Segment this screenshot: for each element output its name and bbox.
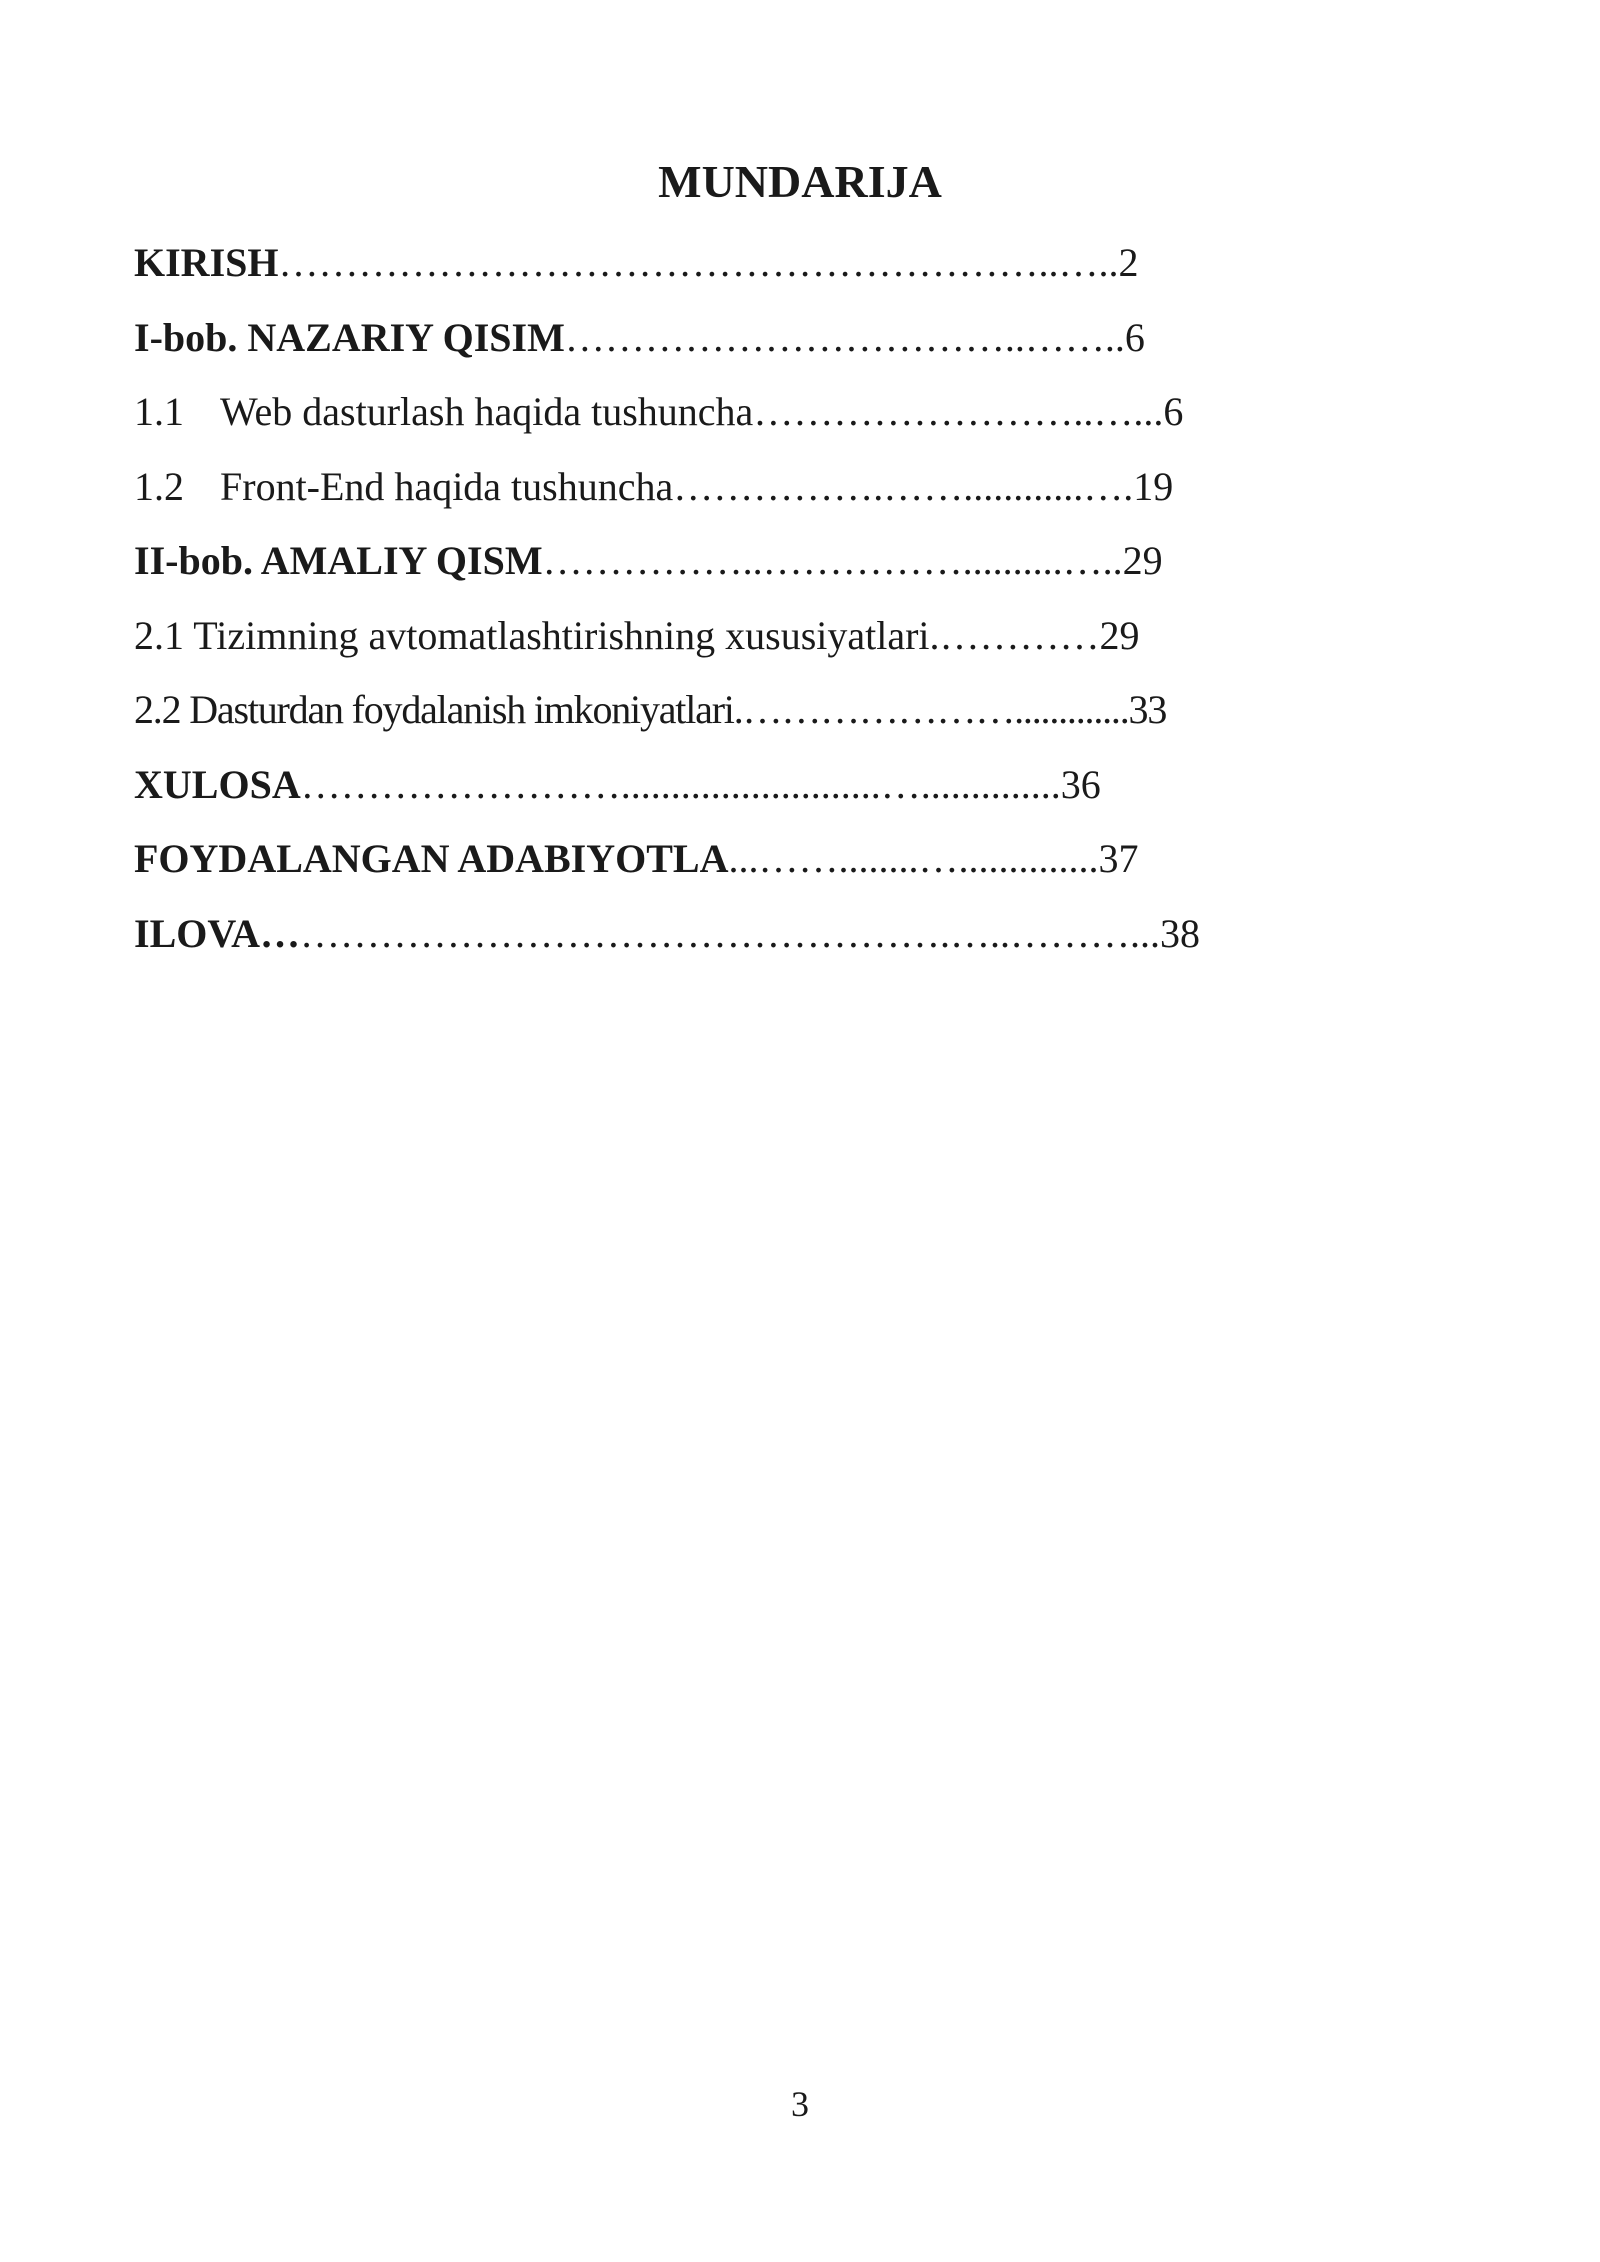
toc-entry-leader: ………………….............33 <box>742 687 1167 732</box>
toc-entry-xulosa <box>134 748 1334 823</box>
toc-entry-kirish <box>134 226 1334 301</box>
toc-entry-leader: ...……........…..............37 <box>728 836 1139 881</box>
toc-entry-label: Front-End haqida tushuncha <box>220 463 674 509</box>
page-number: 3 <box>791 2084 809 2124</box>
toc-entry-leader: ……………..……………..........…..29 <box>542 538 1163 583</box>
toc-entry-section-2-2 <box>134 673 1334 748</box>
toc-entry-number: 1.1 <box>134 389 184 434</box>
toc-entry-section-1-1 <box>134 375 1334 450</box>
toc-entry-adabiyotlar <box>134 822 1334 897</box>
toc-entry-section-2-1 <box>134 599 1334 674</box>
toc-entry-label: XULOSA <box>134 761 301 807</box>
toc-entry-label: 2.2 Dasturdan foydalanish imkoniyatlari. <box>134 687 743 732</box>
toc-entry-chapter-2 <box>134 524 1334 599</box>
toc-entry-section-1-2 <box>134 450 1334 525</box>
toc-entry-label: I-bob. NAZARIY QISIM <box>134 314 565 360</box>
toc-entry-label: II-bob. AMALIY QISM <box>134 538 543 583</box>
toc-entry-leader: …………29 <box>939 612 1140 658</box>
toc-entry-label: FOYDALANGAN ADABIYOTLA <box>134 836 729 881</box>
toc-entry-leader: …………….……............….19 <box>673 463 1174 509</box>
toc-entry-label: KIRISH <box>134 240 279 285</box>
toc-entry-label: 2.1 Tizimning avtomatlashtirishning xususiyatlari. <box>134 612 940 658</box>
toc-entry-ilova <box>134 897 1334 972</box>
toc-entry-leader: ……………………..........................…..............36 <box>300 761 1101 807</box>
toc-entry-leader: ………………………………………….…..………...38 <box>299 910 1200 956</box>
toc-entry-leader: …………………………………………………..…..2 <box>278 240 1139 285</box>
toc-entry-number: 1.2 <box>134 463 184 509</box>
toc-entry-leader: ……………………………..……..6 <box>564 314 1145 360</box>
toc-entry-leader: ……………………..…...6 <box>753 389 1184 434</box>
toc-entry-label: Web dasturlash haqida tushuncha <box>220 389 754 434</box>
toc-entry-label: ILOVA… <box>134 910 300 956</box>
table-of-contents <box>134 226 1334 971</box>
page-title: MUNDARIJA <box>658 156 942 207</box>
toc-entry-chapter-1 <box>134 301 1334 376</box>
